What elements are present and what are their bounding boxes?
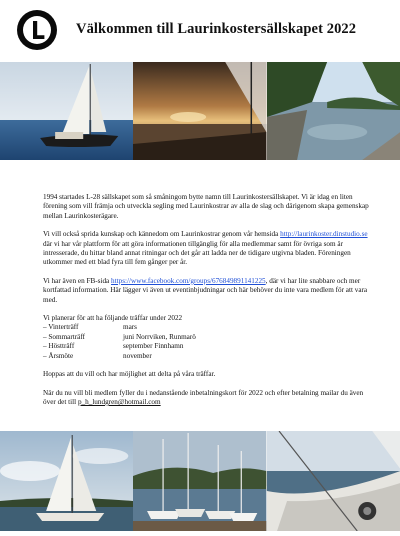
intro-paragraph: 1994 startades L-28 sällskapet som så småningom bytte namn till Laurinkostersällskapet. Vi är idag en liten förening som vill främja och utveckla segling med Laurinkostrar av alla de slag och därigenom skapa gemenskap mellan Laurinkosterägare. [43,193,369,220]
schedule-event: – Vinterträff [43,323,79,332]
facebook-text-after: , där vi har lite snabbare och mer kortfattad information. Här lägger vi även ut eventinbjudningar och här behöver du inte vara medlem för att vara med. [43,276,368,304]
schedule-row [43,333,373,342]
schedule-row [43,352,373,361]
page-title: Välkommen till Laurinkostersällskapet 2022 [76,21,357,37]
schedule-when: mars [123,323,137,332]
sailing-cockpit-photo [267,431,400,531]
sailboat-open-sea-photo [0,62,133,160]
schedule-when: november [123,351,152,360]
archipelago-bay-photo [267,62,400,160]
schedule-heading: Vi planerar för att ha följande träffar under 2022 [43,314,183,323]
schedule-event: – Sommarträff [43,332,85,341]
schedule-event: – Höstträff [43,342,75,351]
website-text-after: där vi har vår plattform för att göra informationen tillgänglig för alla medlemmar samt för övriga som är intresserade, du hittar bland annat ritningar och det går att ladda ner de tidigare utgivna bladen. Föreningen utkommer med ett blad fyra till fem gånger per år. [43,239,351,267]
website-paragraph [43,230,373,268]
club-logo [17,10,57,50]
schedule-event: – Årsmöte [43,351,74,360]
sailboat-harbor-photo [0,431,133,531]
page-header [0,0,400,58]
website-text-before: Vi vill också sprida kunskap och kännedom om Laurinkostrar genom vår hemsida [43,230,281,239]
website-link[interactable]: http://laurinkoster.dinstudio.se [280,230,368,239]
bottom-photo-strip [0,431,400,531]
email-link[interactable]: p_h_lundgren@hotmail.com [77,397,161,406]
schedule-row [43,342,373,351]
membership-text: När du nu vill bli medlem fyller du i nedanstående inbetalningskort för 2022 och efter betalning mailar du även över det till [43,388,364,406]
sailing-sunset-photo [133,62,266,160]
schedule-when: september Finnhamn [123,342,184,351]
marina-boats-photo [133,431,266,531]
schedule-when: juni Norrviken, Runmarö [123,332,196,341]
closing-paragraph: Hoppas att du vill och har möjlighet att delta på våra träffar. [43,370,216,379]
main-text [43,193,373,416]
top-photo-strip [0,62,400,160]
meeting-schedule [43,314,373,361]
facebook-paragraph [43,277,373,305]
facebook-link[interactable]: https://www.facebook.com/groups/676849891141225 [111,276,266,285]
facebook-text-before: Vi har även en FB-sida [43,276,112,285]
schedule-row [43,323,373,332]
membership-paragraph [43,389,373,408]
